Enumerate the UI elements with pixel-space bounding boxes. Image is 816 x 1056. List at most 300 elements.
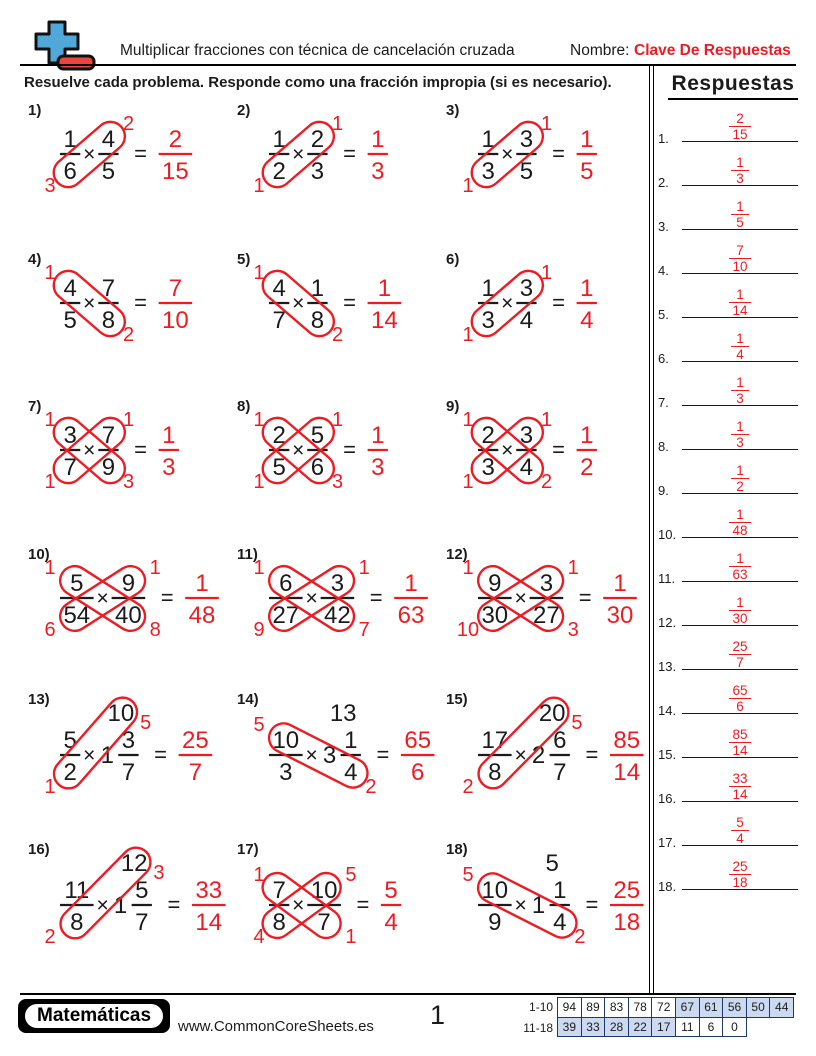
svg-text:85: 85 <box>613 727 641 754</box>
problem-figure <box>231 261 443 373</box>
svg-text:2: 2 <box>44 926 56 948</box>
answer-value: 1 4 <box>682 332 798 361</box>
svg-text:×: × <box>83 292 96 315</box>
svg-text:=: = <box>160 585 174 610</box>
svg-text:8: 8 <box>310 307 325 334</box>
svg-text:2: 2 <box>462 776 474 798</box>
svg-text:1: 1 <box>567 557 579 579</box>
svg-text:1: 1 <box>253 175 265 197</box>
grade-cell: 56 <box>722 997 747 1018</box>
svg-text:1: 1 <box>44 776 56 798</box>
svg-text:4: 4 <box>519 454 534 481</box>
svg-text:1: 1 <box>481 126 495 153</box>
problem-number: 10) <box>28 546 50 563</box>
svg-text:5: 5 <box>519 158 534 185</box>
svg-text:3: 3 <box>519 275 534 302</box>
svg-text:5: 5 <box>70 570 84 597</box>
svg-text:3: 3 <box>567 619 579 641</box>
answer-value: 1 14 <box>682 288 798 317</box>
svg-text:×: × <box>305 744 318 767</box>
svg-text:8: 8 <box>70 909 84 936</box>
svg-text:×: × <box>292 143 305 166</box>
svg-text:1: 1 <box>531 892 546 919</box>
svg-text:4: 4 <box>553 909 567 936</box>
svg-text:2: 2 <box>332 324 344 346</box>
svg-text:=: = <box>552 141 566 166</box>
answer-value: 1 63 <box>682 552 798 581</box>
problem-number: 16) <box>28 841 50 858</box>
svg-text:1: 1 <box>253 864 265 886</box>
answer-item <box>656 186 808 234</box>
instructions: Resuelve cada problema. Responde como una fracción impropia (si es necesario). <box>24 74 612 91</box>
answer-item <box>656 626 808 674</box>
problem-cell <box>22 839 231 989</box>
svg-text:14: 14 <box>613 759 641 786</box>
svg-text:5: 5 <box>135 877 149 904</box>
problem-cell <box>231 396 440 544</box>
svg-text:6: 6 <box>44 619 56 641</box>
page-title: Multiplicar fracciones con técnica de cancelación cruzada <box>120 42 515 59</box>
svg-text:40: 40 <box>115 602 142 629</box>
grade-cell: 94 <box>557 997 582 1018</box>
svg-text:10: 10 <box>272 727 300 754</box>
svg-text:4: 4 <box>344 759 358 786</box>
problem-figure <box>22 556 234 668</box>
grade-cell: 44 <box>769 997 794 1018</box>
answer-item <box>656 450 808 498</box>
svg-text:4: 4 <box>101 126 116 153</box>
grade-range-label: 1-10 <box>529 1000 554 1014</box>
svg-text:1: 1 <box>100 742 114 769</box>
svg-text:54: 54 <box>63 602 91 629</box>
problem-figure <box>22 701 234 813</box>
svg-text:7: 7 <box>358 619 370 641</box>
problem-cell <box>22 249 231 396</box>
header-rule <box>20 64 796 66</box>
svg-text:6: 6 <box>279 570 293 597</box>
problem-number: 11) <box>237 546 258 563</box>
svg-text:3: 3 <box>279 759 293 786</box>
grade-cell: 6 <box>699 1017 724 1038</box>
svg-text:7: 7 <box>63 454 77 481</box>
svg-text:1: 1 <box>162 422 176 449</box>
answer-item <box>656 494 808 542</box>
svg-text:6: 6 <box>553 727 567 754</box>
svg-text:3: 3 <box>322 742 337 769</box>
problem-number: 7) <box>28 398 42 415</box>
svg-text:1: 1 <box>541 409 553 431</box>
problem-figure <box>440 112 652 224</box>
answer-number: 11. <box>658 571 676 586</box>
svg-text:2: 2 <box>580 454 594 481</box>
svg-text:10: 10 <box>456 619 480 641</box>
svg-text:4: 4 <box>384 909 398 936</box>
svg-text:5: 5 <box>310 422 325 449</box>
problem-number: 2) <box>237 102 251 119</box>
svg-text:27: 27 <box>272 602 300 629</box>
svg-text:17: 17 <box>481 727 509 754</box>
svg-text:8: 8 <box>149 619 161 641</box>
problem-cell <box>231 100 440 249</box>
svg-text:10: 10 <box>310 877 338 904</box>
svg-text:3: 3 <box>330 570 345 597</box>
svg-text:1: 1 <box>377 275 392 302</box>
svg-text:1: 1 <box>371 422 385 449</box>
problem-cell <box>440 839 650 989</box>
svg-text:3: 3 <box>332 471 344 493</box>
answer-item <box>656 538 808 586</box>
svg-text:1: 1 <box>462 409 474 431</box>
grade-table <box>509 997 794 1038</box>
svg-text:1: 1 <box>44 262 56 284</box>
answer-item <box>656 230 808 278</box>
answer-value: 1 3 <box>682 376 798 405</box>
answer-number: 18. <box>658 879 677 894</box>
answer-number: 14. <box>658 703 677 718</box>
answer-number: 15. <box>658 747 677 762</box>
svg-text:9: 9 <box>488 570 502 597</box>
svg-text:1: 1 <box>345 926 357 948</box>
svg-text:=: = <box>343 141 357 166</box>
problem-number: 12) <box>446 546 468 563</box>
problem-figure <box>231 556 443 668</box>
svg-text:=: = <box>134 437 148 462</box>
svg-text:2: 2 <box>123 113 135 135</box>
svg-text:1: 1 <box>613 570 627 597</box>
grade-cell: 61 <box>699 997 724 1018</box>
svg-text:2: 2 <box>574 926 586 948</box>
svg-text:1: 1 <box>44 409 56 431</box>
svg-text:48: 48 <box>188 602 216 629</box>
answer-value: 7 10 <box>682 244 798 273</box>
svg-text:3: 3 <box>481 158 495 185</box>
svg-text:2: 2 <box>531 742 546 769</box>
svg-text:×: × <box>514 894 527 917</box>
svg-text:27: 27 <box>533 602 560 629</box>
answer-item <box>656 758 808 806</box>
svg-text:1: 1 <box>580 275 594 302</box>
problem-cell <box>231 839 440 989</box>
answers-list <box>656 98 808 894</box>
svg-text:=: = <box>343 437 357 462</box>
svg-text:×: × <box>83 744 96 767</box>
svg-text:20: 20 <box>538 700 566 727</box>
svg-text:5: 5 <box>345 864 357 886</box>
svg-text:2: 2 <box>168 126 183 153</box>
answer-item <box>656 318 808 366</box>
svg-text:1: 1 <box>580 126 594 153</box>
problem-figure <box>440 261 652 373</box>
svg-text:1: 1 <box>63 126 77 153</box>
svg-text:5: 5 <box>63 307 77 334</box>
problem-number: 14) <box>237 691 259 708</box>
problem-figure <box>231 701 443 813</box>
answer-item <box>656 274 808 322</box>
problem-cell <box>440 249 650 396</box>
problem-figure <box>440 408 652 520</box>
problem-figure <box>231 408 443 520</box>
svg-text:1: 1 <box>462 471 474 493</box>
grade-table-row <box>509 997 794 1018</box>
svg-text:12: 12 <box>120 850 148 877</box>
problem-cell <box>440 544 650 689</box>
svg-text:3: 3 <box>519 422 534 449</box>
svg-text:2: 2 <box>541 471 553 493</box>
answer-number: 12. <box>658 615 677 630</box>
problem-figure <box>22 261 234 373</box>
svg-text:1: 1 <box>195 570 209 597</box>
answer-item <box>656 846 808 894</box>
answer-item <box>656 582 808 630</box>
svg-text:10: 10 <box>107 700 135 727</box>
svg-text:1: 1 <box>481 275 495 302</box>
answer-blank-line <box>682 889 798 890</box>
svg-text:5: 5 <box>384 877 398 904</box>
answer-item <box>656 406 808 454</box>
svg-text:1: 1 <box>272 126 286 153</box>
svg-text:5: 5 <box>140 712 152 734</box>
svg-text:3: 3 <box>481 454 495 481</box>
svg-text:=: = <box>134 290 148 315</box>
svg-text:1: 1 <box>371 126 385 153</box>
svg-text:1: 1 <box>149 557 161 579</box>
answer-value: 1 5 <box>682 200 798 229</box>
answer-number: 6. <box>658 351 669 366</box>
svg-text:1: 1 <box>310 275 325 302</box>
answer-number: 13. <box>658 659 677 674</box>
answer-number: 9. <box>658 483 669 498</box>
svg-text:65: 65 <box>404 727 432 754</box>
svg-text:2: 2 <box>272 422 286 449</box>
answers-title-text: Respuestas <box>668 72 799 100</box>
grade-cell: 22 <box>628 1017 653 1038</box>
svg-text:=: = <box>154 742 168 767</box>
answer-number: 1. <box>658 131 669 146</box>
svg-text:7: 7 <box>135 909 149 936</box>
grade-cell: 72 <box>651 997 676 1018</box>
problem-cell <box>22 544 231 689</box>
svg-text:=: = <box>376 742 390 767</box>
problem-figure <box>22 112 234 224</box>
svg-text:9: 9 <box>101 454 116 481</box>
svg-text:1: 1 <box>44 557 56 579</box>
svg-text:7: 7 <box>317 909 331 936</box>
svg-text:5: 5 <box>545 850 559 877</box>
svg-text:5: 5 <box>63 727 77 754</box>
answer-number: 3. <box>658 219 669 234</box>
svg-text:33: 33 <box>195 877 223 904</box>
svg-text:4: 4 <box>580 307 594 334</box>
grade-cell: 78 <box>628 997 653 1018</box>
svg-text:×: × <box>514 587 527 610</box>
svg-text:6: 6 <box>411 759 425 786</box>
footer-rule <box>20 993 796 995</box>
svg-text:=: = <box>578 585 592 610</box>
problem-figure <box>440 556 652 668</box>
answer-value: 1 48 <box>682 508 798 537</box>
problem-number: 5) <box>237 251 251 268</box>
answer-number: 8. <box>658 439 669 454</box>
problem-figure <box>231 851 443 963</box>
problem-number: 3) <box>446 102 460 119</box>
svg-text:3: 3 <box>44 175 56 197</box>
svg-text:30: 30 <box>481 602 509 629</box>
svg-text:1: 1 <box>580 422 594 449</box>
svg-text:4: 4 <box>253 926 265 948</box>
answer-value: 1 3 <box>682 420 798 449</box>
answer-number: 4. <box>658 263 669 278</box>
svg-text:4: 4 <box>63 275 77 302</box>
problem-figure <box>22 408 234 520</box>
answer-value: 25 18 <box>682 860 798 889</box>
svg-text:18: 18 <box>613 909 641 936</box>
svg-text:5: 5 <box>253 714 265 736</box>
svg-text:14: 14 <box>371 307 398 334</box>
brand-badge <box>18 999 170 1033</box>
svg-text:3: 3 <box>162 454 176 481</box>
svg-text:10: 10 <box>481 877 509 904</box>
svg-text:=: = <box>369 585 383 610</box>
svg-text:=: = <box>167 892 181 917</box>
svg-text:7: 7 <box>553 759 567 786</box>
answer-value: 65 6 <box>682 684 798 713</box>
problem-figure <box>22 851 234 963</box>
svg-text:1: 1 <box>553 877 567 904</box>
svg-text:8: 8 <box>101 307 116 334</box>
problem-figure <box>231 112 443 224</box>
svg-text:7: 7 <box>121 759 136 786</box>
grade-cell: 33 <box>581 1017 606 1038</box>
svg-text:5: 5 <box>101 158 116 185</box>
problem-cell <box>440 689 650 839</box>
answer-number: 16. <box>658 791 677 806</box>
svg-text:2: 2 <box>310 126 325 153</box>
problem-number: 8) <box>237 398 251 415</box>
problem-figure <box>440 851 652 963</box>
svg-text:×: × <box>501 143 514 166</box>
svg-text:×: × <box>83 439 96 462</box>
problem-number: 1) <box>28 102 42 119</box>
problem-cell <box>440 100 650 249</box>
svg-text:×: × <box>501 292 514 315</box>
svg-text:1: 1 <box>123 409 135 431</box>
answer-item <box>656 670 808 718</box>
svg-text:×: × <box>514 744 527 767</box>
problem-cell <box>231 544 440 689</box>
svg-text:5: 5 <box>571 712 583 734</box>
svg-text:=: = <box>134 141 148 166</box>
problem-cell <box>22 100 231 249</box>
grade-cell: 39 <box>557 1017 582 1038</box>
problem-number: 6) <box>446 251 460 268</box>
answer-item <box>656 142 808 190</box>
answers-title <box>660 72 806 100</box>
svg-text:30: 30 <box>606 602 634 629</box>
answer-value: 25 7 <box>682 640 798 669</box>
svg-text:3: 3 <box>121 727 136 754</box>
grade-table-row <box>509 1018 794 1038</box>
svg-text:=: = <box>552 437 566 462</box>
answer-value: 2 15 <box>682 112 798 141</box>
name-label: Nombre: <box>570 42 630 59</box>
grade-cell: 83 <box>604 997 629 1018</box>
grade-cell: 89 <box>581 997 606 1018</box>
answer-number: 17. <box>658 835 677 850</box>
svg-text:1: 1 <box>404 570 418 597</box>
svg-text:2: 2 <box>123 324 135 346</box>
problem-number: 4) <box>28 251 42 268</box>
svg-text:1: 1 <box>541 262 553 284</box>
problem-cell <box>22 689 231 839</box>
svg-text:3: 3 <box>539 570 554 597</box>
page-number: 1 <box>430 1000 446 1030</box>
svg-text:14: 14 <box>195 909 223 936</box>
svg-text:4: 4 <box>519 307 534 334</box>
svg-text:×: × <box>96 894 109 917</box>
svg-text:3: 3 <box>123 471 135 493</box>
svg-text:1: 1 <box>253 262 265 284</box>
svg-text:3: 3 <box>310 158 325 185</box>
answer-value: 33 14 <box>682 772 798 801</box>
answer-item <box>656 714 808 762</box>
svg-text:42: 42 <box>324 602 351 629</box>
svg-text:9: 9 <box>253 619 265 641</box>
svg-text:7: 7 <box>101 422 116 449</box>
svg-text:5: 5 <box>272 454 286 481</box>
svg-text:9: 9 <box>488 909 502 936</box>
svg-text:2: 2 <box>365 776 377 798</box>
answer-number: 2. <box>658 175 669 190</box>
svg-text:×: × <box>83 143 96 166</box>
svg-text:1: 1 <box>462 557 474 579</box>
svg-text:8: 8 <box>272 909 286 936</box>
grade-cell: 67 <box>675 997 700 1018</box>
svg-text:×: × <box>292 439 305 462</box>
grade-cell: 11 <box>675 1017 700 1038</box>
grade-cell: 50 <box>746 997 771 1018</box>
svg-text:3: 3 <box>63 422 77 449</box>
svg-text:7: 7 <box>272 307 286 334</box>
svg-text:25: 25 <box>613 877 641 904</box>
answer-value: 1 2 <box>682 464 798 493</box>
svg-text:3: 3 <box>371 158 385 185</box>
svg-text:1: 1 <box>332 409 344 431</box>
problem-number: 9) <box>446 398 460 415</box>
svg-text:3: 3 <box>371 454 385 481</box>
svg-text:×: × <box>501 439 514 462</box>
svg-text:=: = <box>585 892 599 917</box>
svg-text:7: 7 <box>168 275 183 302</box>
svg-text:3: 3 <box>519 126 534 153</box>
svg-text:6: 6 <box>63 158 77 185</box>
answer-value: 85 14 <box>682 728 798 757</box>
svg-text:5: 5 <box>580 158 594 185</box>
problem-cell <box>231 689 440 839</box>
svg-text:3: 3 <box>481 307 495 334</box>
svg-text:1: 1 <box>253 409 265 431</box>
answer-item <box>656 362 808 410</box>
svg-text:2: 2 <box>272 158 286 185</box>
svg-text:=: = <box>343 290 357 315</box>
brand-text: Matemáticas <box>25 1004 163 1028</box>
problem-figure <box>440 701 652 813</box>
svg-text:2: 2 <box>63 759 77 786</box>
svg-text:25: 25 <box>182 727 209 754</box>
svg-text:1: 1 <box>44 471 56 493</box>
svg-text:1: 1 <box>541 113 553 135</box>
problem-number: 15) <box>446 691 468 708</box>
svg-text:7: 7 <box>101 275 116 302</box>
